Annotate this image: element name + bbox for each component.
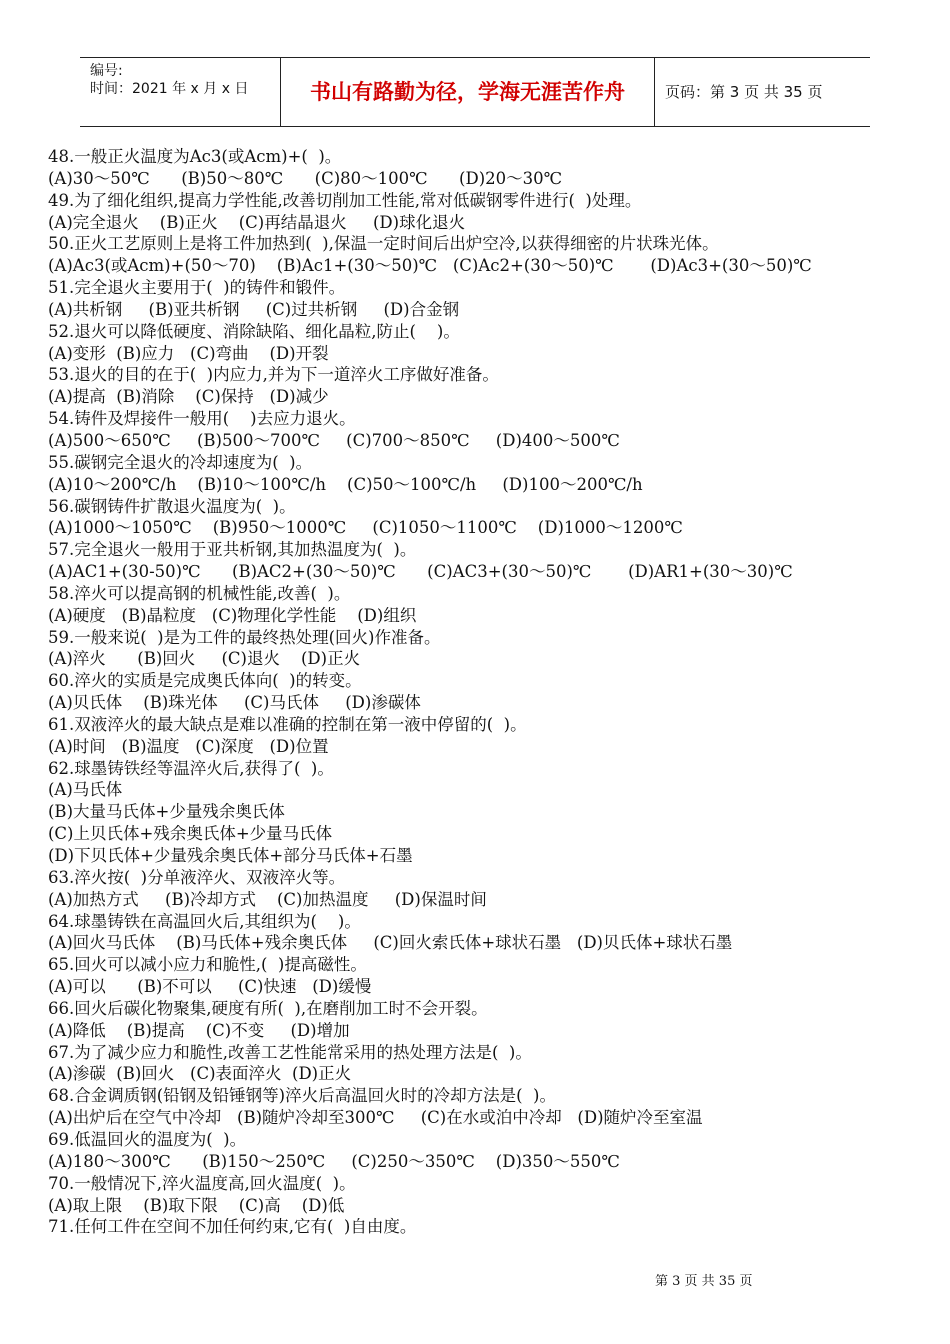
answer-options: (A)马氏体	[48, 780, 123, 800]
question-text: 67.为了减少应力和脆性,改善工艺性能常采用的热处理方法是( )。	[48, 1042, 532, 1062]
answer-options: (A)硬度 (B)晶粒度 (C)物理化学性能 (D)组织	[48, 605, 417, 625]
answer-options: (A)加热方式 (B)冷却方式 (C)加热温度 (D)保温时间	[48, 889, 487, 909]
question-text: 70.一般情况下,淬火温度高,回火温度( )。	[48, 1173, 356, 1193]
answer-options: (A)10～200℃/h (B)10～100℃/h (C)50～100℃/h (D)100～200℃/h	[48, 474, 643, 494]
answer-options: (A)回火马氏体 (B)马氏体+残余奥氏体 (C)回火索氏体+球状石墨 (D)贝氏体+球状石墨	[48, 933, 733, 953]
question-text: 55.碳钢完全退火的冷却速度为( )。	[48, 452, 313, 472]
answer-options: (A)淬火 (B)回火 (C)退火 (D)正火	[48, 649, 361, 669]
question-text: 61.双液淬火的最大缺点是难以准确的控制在第一液中停留的( )。	[48, 714, 527, 734]
answer-options: (A)出炉后在空气中冷却 (B)随炉冷却至300℃ (C)在水或泊中冷却 (D)随炉冷至室温	[48, 1108, 703, 1128]
header-page-info: 页码：第 3 页 共 35 页	[665, 83, 823, 101]
header-motto: 书山有路勤为径，学海无涯苦作舟	[280, 58, 655, 126]
question-text: 59.一般来说( )是为工件的最终热处理(回火)作准备。	[48, 627, 441, 647]
question-text: 50.正火工艺原则上是将工件加热到( ),保温一定时间后出炉空冷,以获得细密的片状珠光体。	[48, 234, 719, 254]
answer-options: (A)贝氏体 (B)珠光体 (C)马氏体 (D)渗碳体	[48, 693, 421, 713]
answer-options: (A)降低 (B)提高 (C)不变 (D)增加	[48, 1020, 350, 1040]
answer-options: (A)可以 (B)不可以 (C)快速 (D)缓慢	[48, 977, 372, 997]
question-text: 65.回火可以减小应力和脆性,( )提高磁性。	[48, 955, 367, 975]
answer-options: (A)时间 (B)温度 (C)深度 (D)位置	[48, 736, 329, 756]
header-meta	[80, 58, 280, 126]
time-label: 时间：2021 年 x 月 x 日	[90, 81, 249, 97]
question-text: 51.完全退火主要用于( )的铸件和锻件。	[48, 278, 346, 298]
answer-options: (A)Ac3(或Acm)+(50～70) (B)Ac1+(30～50)℃ (C)Ac2+(30～50)℃ (D)Ac3+(30～50)℃	[48, 256, 812, 276]
question-text: 64.球墨铸铁在高温回火后,其组织为( )。	[48, 911, 361, 931]
page-header	[80, 57, 870, 127]
page-footer: 第 3 页 共 35 页	[655, 1274, 753, 1289]
question-text: 60.淬火的实质是完成奥氏体向( )的转变。	[48, 671, 362, 691]
question-text: 66.回火后碳化物聚集,硬度有所( ),在磨削加工时不会开裂。	[48, 998, 488, 1018]
question-text: 71.任何工件在空间不加任何约束,它有( )自由度。	[48, 1217, 417, 1237]
question-text: 69.低温回火的温度为( )。	[48, 1129, 247, 1149]
question-text: 68.合金调质钢(铅钢及铅锤钢等)淬火后高温回火时的冷却方法是( )。	[48, 1086, 556, 1106]
question-text: 49.为了细化组织,提高力学性能,改善切削加工性能,常对低碳钢零件进行( )处理。	[48, 190, 642, 210]
question-text: 58.淬火可以提高钢的机械性能,改善( )。	[48, 583, 351, 603]
number-label: 编号:	[90, 63, 123, 79]
answer-options: (A)变形 (B)应力 (C)弯曲 (D)开裂	[48, 343, 329, 363]
question-text: 57.完全退火一般用于亚共析钢,其加热温度为( )。	[48, 540, 417, 560]
answer-options: (A)取上限 (B)取下限 (C)高 (D)低	[48, 1195, 345, 1215]
question-text: 52.退火可以降低硬度、消除缺陷、细化晶粒,防止( )。	[48, 321, 460, 341]
answer-options: (A)180～300℃ (B)150～250℃ (C)250～350℃ (D)350～550℃	[48, 1151, 620, 1171]
answer-options: (A)提高 (B)消除 (C)保持 (D)减少	[48, 387, 329, 407]
answer-options: (A)500～650℃ (B)500～700℃ (C)700～850℃ (D)400～500℃	[48, 430, 620, 450]
question-text: 54.铸件及焊接件一般用( )去应力退火。	[48, 409, 356, 429]
answer-options: (B)大量马氏体+少量残余奥氏体	[48, 802, 285, 822]
answer-options: (C)上贝氏体+残余奥氏体+少量马氏体	[48, 824, 333, 844]
answer-options: (A)1000～1050℃ (B)950～1000℃ (C)1050～1100℃ (D)1000～1200℃	[48, 518, 683, 538]
question-text: 48.一般正火温度为Ac3(或Acm)+( )。	[48, 147, 342, 166]
answer-options: (A)完全退火 (B)正火 (C)再结晶退火 (D)球化退火	[48, 212, 466, 232]
answer-options: (D)下贝氏体+少量残余奥氏体+部分马氏体+石墨	[48, 846, 413, 865]
answer-options: (A)共析钢 (B)亚共析钢 (C)过共析钢 (D)合金钢	[48, 299, 460, 319]
question-text: 63.淬火按( )分单液淬火、双液淬火等。	[48, 867, 346, 887]
question-text: 56.碳钢铸件扩散退火温度为( )。	[48, 496, 296, 516]
question-list	[48, 146, 908, 1238]
answer-options: (A)30～50℃ (B)50～80℃ (C)80～100℃ (D)20～30℃	[48, 168, 563, 188]
answer-options: (A)AC1+(30-50)℃ (B)AC2+(30～50)℃ (C)AC3+(30～50)℃ (D)AR1+(30～30)℃	[48, 562, 793, 582]
question-text: 53.退火的目的在于( )内应力,并为下一道淬火工序做好准备。	[48, 365, 499, 385]
answer-options: (A)渗碳 (B)回火 (C)表面淬火 (D)正火	[48, 1064, 352, 1084]
question-text: 62.球墨铸铁经等温淬火后,获得了( )。	[48, 758, 334, 778]
